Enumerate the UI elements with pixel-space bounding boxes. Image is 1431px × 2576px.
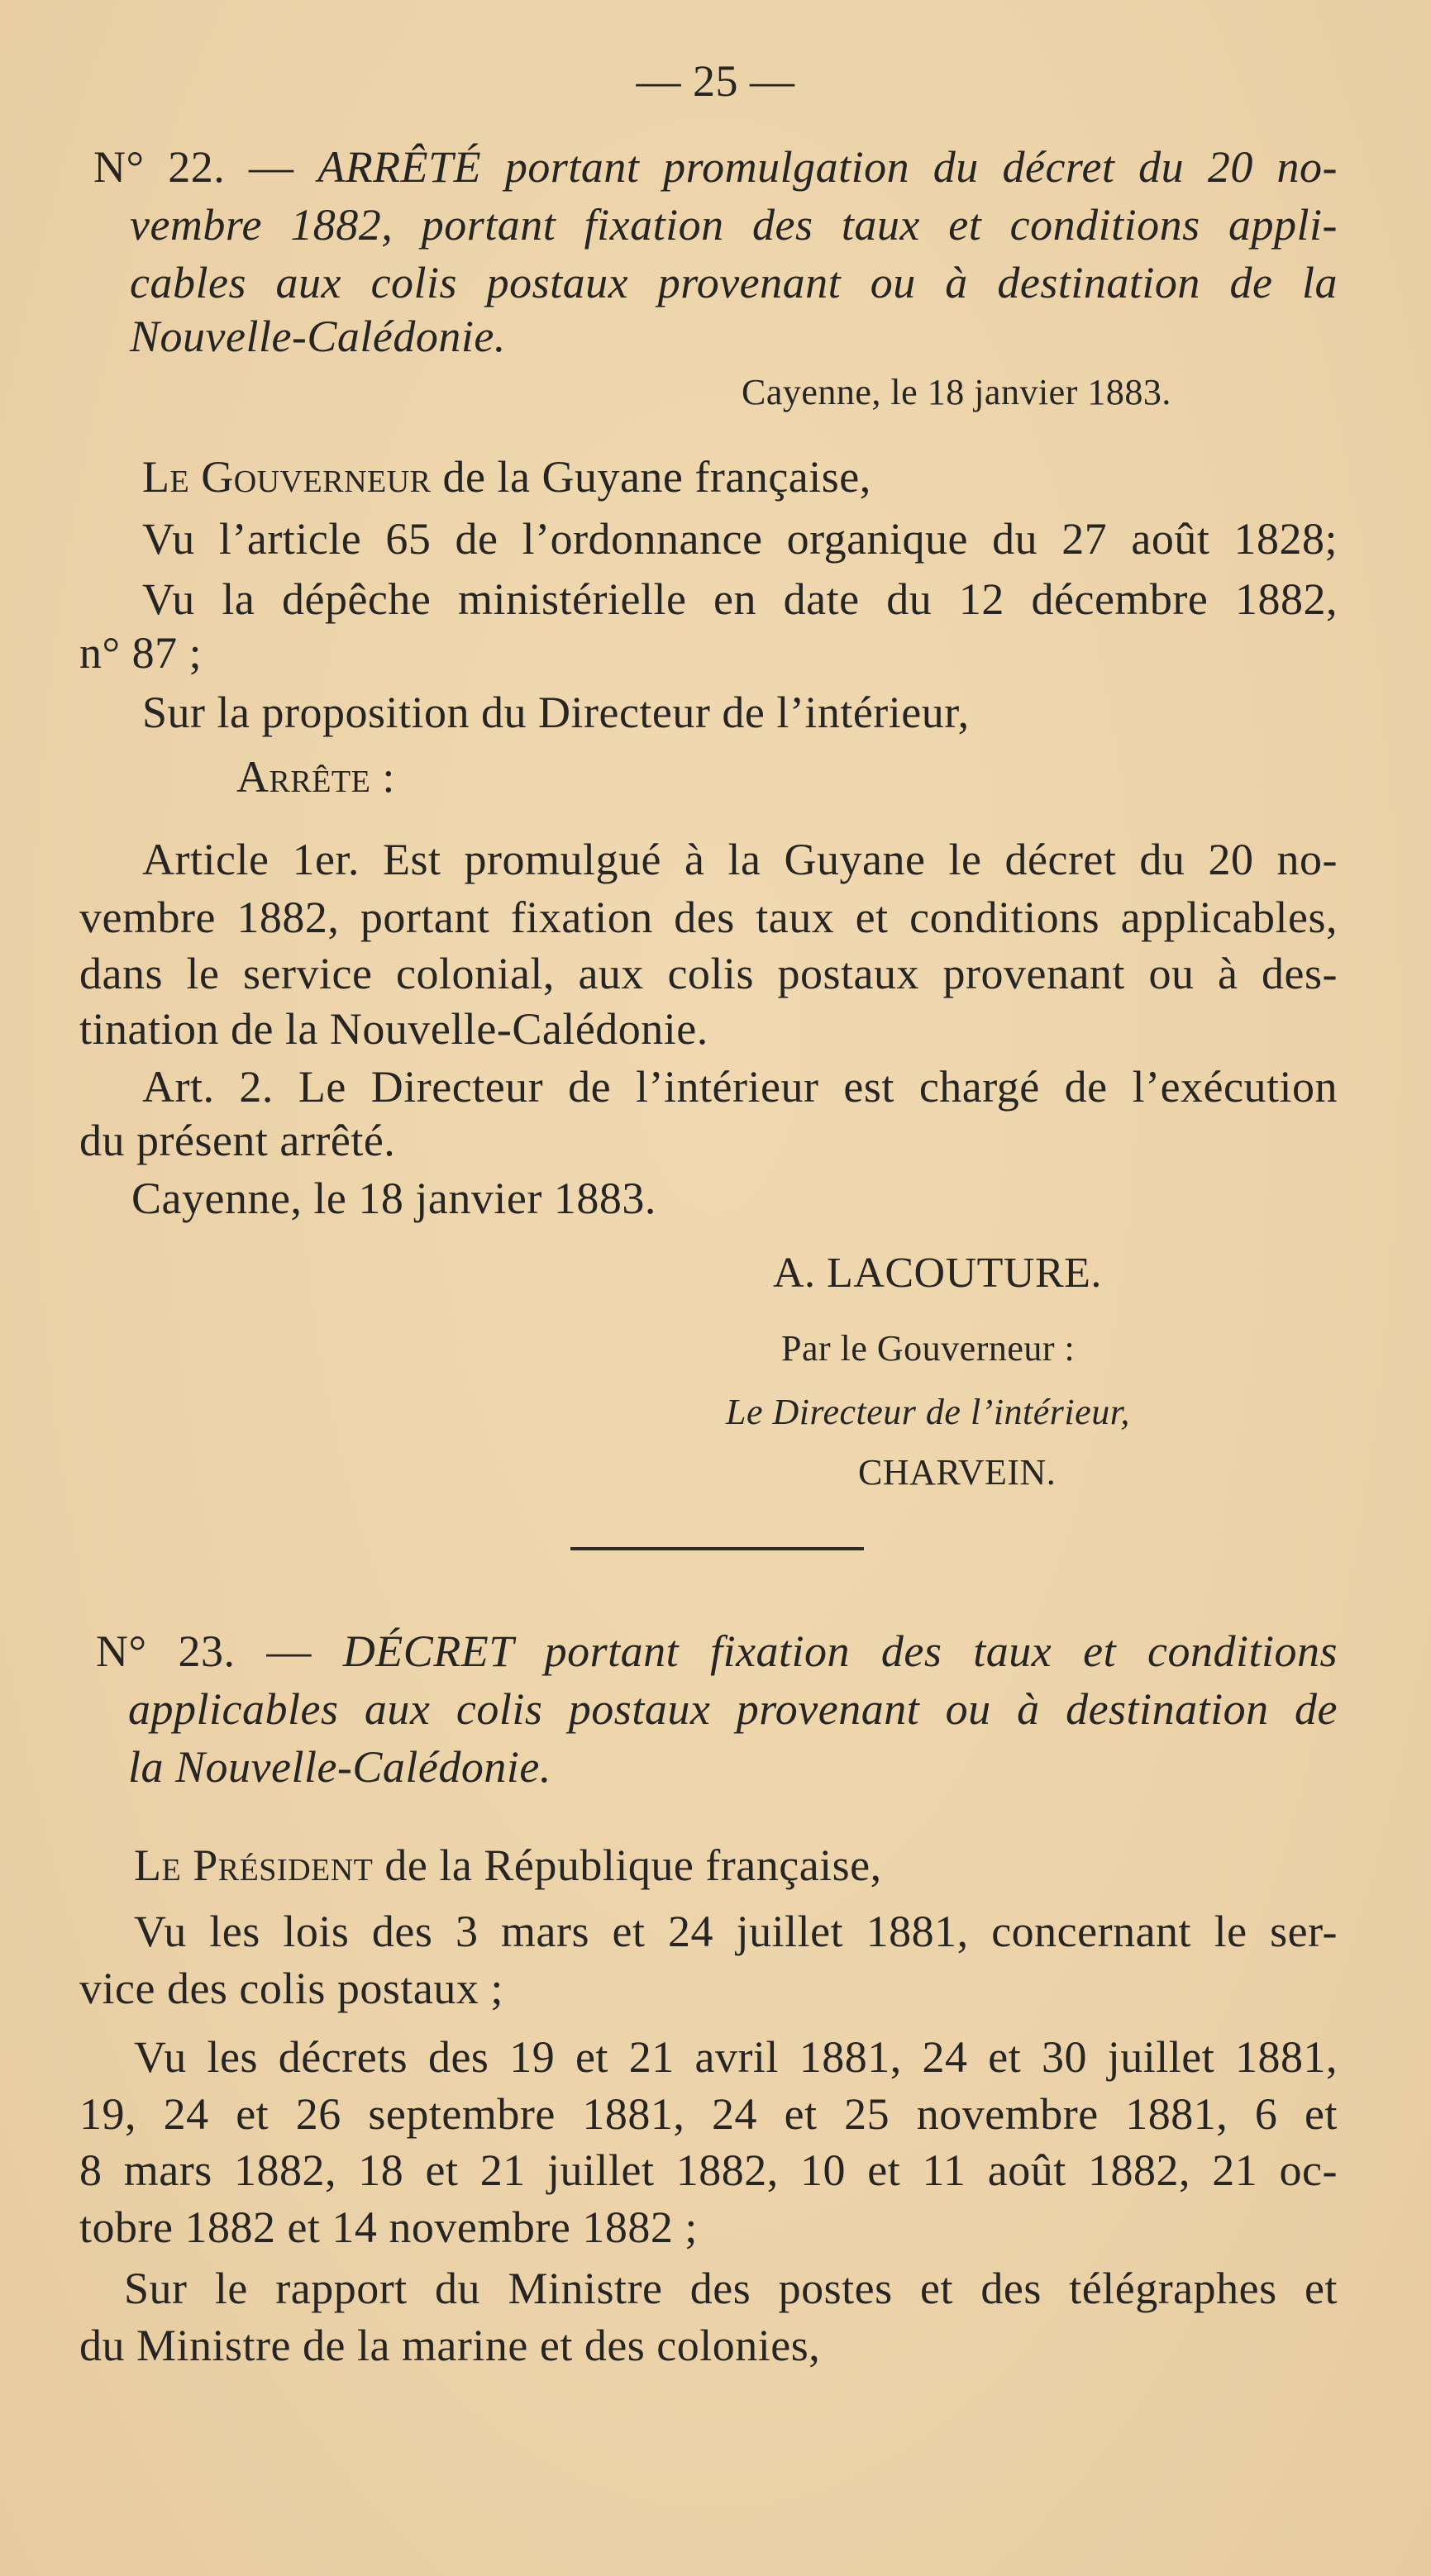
act23-heading-line3: la Nouvelle-Calédonie.	[128, 1742, 551, 1792]
act22-heading-line3: cables aux colis postaux provenant ou à destination de la	[130, 258, 1338, 307]
act23-vu-decrets-line4: tobre 1882 et 14 novembre 1882 ;	[79, 2202, 698, 2252]
act22-governor-rest: de la Guyane française,	[431, 452, 871, 502]
act23-president-rest: de la République française,	[373, 1840, 882, 1890]
act22-vu-ordonnance: Vu l’article 65 de l’ordonnance organique du 27 août 1828;	[142, 514, 1338, 564]
act22-closing-date: Cayenne, le 18 janvier 1883.	[131, 1174, 656, 1223]
act22-arrete: Arrête :	[236, 752, 395, 802]
act22-governor-line	[142, 450, 871, 503]
act23-president: Le Président	[134, 1840, 374, 1890]
act22-heading-line4: Nouvelle-Calédonie.	[130, 312, 506, 361]
act22-par-le-gouverneur: Par le Gouverneur :	[781, 1328, 1076, 1369]
act22-article1-line3: dans le service colonial, aux colis postaux provenant ou à des-	[79, 949, 1338, 998]
act23-number: N° 23. —	[96, 1626, 343, 1676]
act22-signatory: A. LACOUTURE.	[773, 1250, 1102, 1297]
act23-vu-decrets-line2: 19, 24 et 26 septembre 1881, 24 et 25 novembre 1881, 6 et	[79, 2089, 1338, 2139]
act23-title: DÉCRET portant fixation des taux et conditions	[342, 1626, 1338, 1676]
act22-number: N° 22. —	[93, 142, 318, 192]
act23-vu-lois-line1: Vu les lois des 3 mars et 24 juillet 1881, concernant le ser-	[134, 1907, 1338, 1956]
section-divider	[570, 1547, 864, 1550]
act23-vu-decrets-line1: Vu les décrets des 19 et 21 avril 1881, 24 et 30 juillet 1881,	[134, 2032, 1338, 2082]
act22-vu-depeche: Vu la dépêche ministérielle en date du 12 décembre 1882,	[142, 574, 1338, 624]
page-number: — 25 —	[636, 56, 795, 106]
act22-depeche-number: n° 87 ;	[79, 628, 203, 678]
act22-governor: Le Gouverneur	[142, 452, 432, 502]
act22-title: ARRÊTÉ portant promulgation du décret du 20 no-	[317, 142, 1338, 192]
act23-president-line	[134, 1839, 882, 1892]
act23-heading-line2: applicables aux colis postaux provenant ou à destination de	[128, 1684, 1338, 1734]
act22-directeur-title: Le Directeur de l’intérieur,	[726, 1392, 1130, 1432]
act22-article2-line2: du présent arrêté.	[79, 1116, 396, 1165]
act22-proposition: Sur la proposition du Directeur de l’intérieur,	[142, 688, 970, 737]
act22-heading-line2: vembre 1882, portant fixation des taux et conditions appli-	[130, 200, 1338, 250]
act23-rapport-line2: du Ministre de la marine et des colonies,	[79, 2321, 821, 2370]
act22-countersign: CHARVEIN.	[858, 1452, 1057, 1493]
act22-article1-line2: vembre 1882, portant fixation des taux et conditions applicables,	[79, 893, 1338, 942]
act23-heading-line1	[96, 1625, 1338, 1678]
act23-rapport-line1: Sur le rapport du Ministre des postes et des télégraphes et	[124, 2264, 1338, 2313]
act22-article1-line4: tination de la Nouvelle-Calédonie.	[79, 1004, 708, 1054]
act22-article1-line1: Article 1er. Est promulgué à la Guyane le décret du 20 no-	[142, 835, 1338, 884]
act22-heading-line1	[93, 140, 1338, 193]
act23-vu-decrets-line3: 8 mars 1882, 18 et 21 juillet 1882, 10 et 11 août 1882, 21 oc-	[79, 2145, 1338, 2195]
act23-vu-lois-line2: vice des colis postaux ;	[79, 1964, 503, 2013]
act22-article2-line1: Art. 2. Le Directeur de l’intérieur est chargé de l’exécution	[142, 1062, 1338, 1112]
act22-dateline: Cayenne, le 18 janvier 1883.	[742, 372, 1171, 412]
